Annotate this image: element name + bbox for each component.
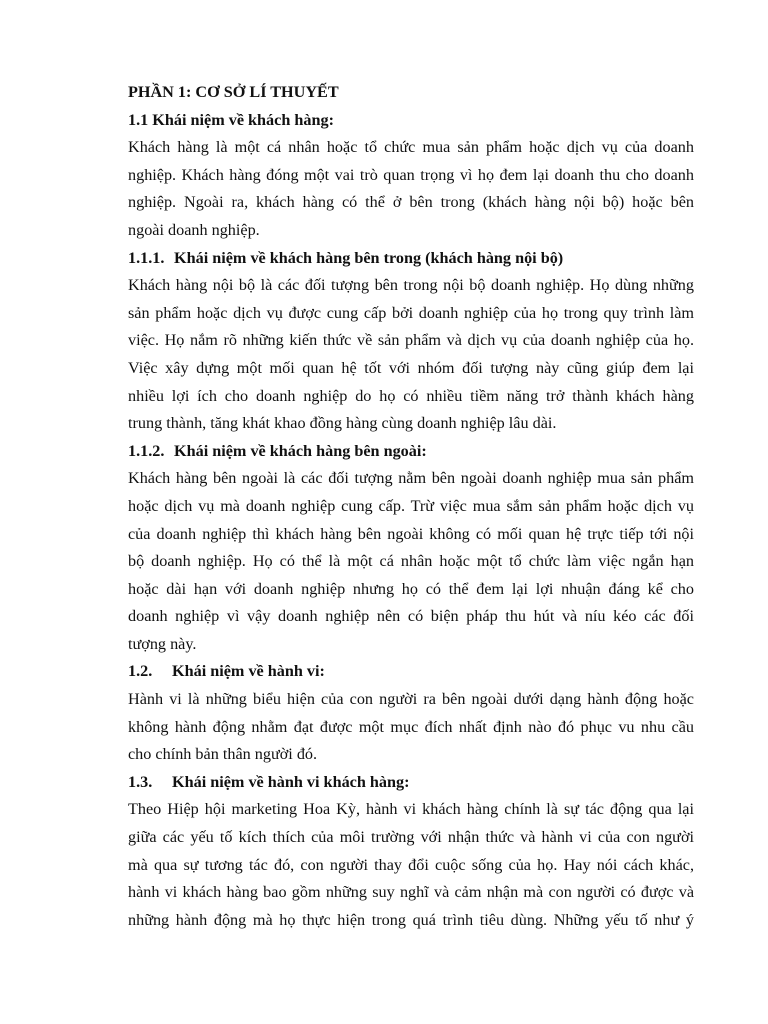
section-heading-1-1: 1.1 Khái niệm về khách hàng:	[128, 110, 334, 129]
section-number: 1.1.1.	[128, 248, 165, 267]
section-number: 1.3.	[128, 772, 153, 791]
section-title: Khái niệm về khách hàng bên ngoài:	[174, 441, 427, 460]
paragraph-line: ngoài doanh nghiệp.	[128, 220, 260, 239]
section-heading-1-1-2	[128, 438, 694, 466]
section-heading-1-3	[128, 769, 694, 797]
paragraph-line: sản phẩm hoặc dịch vụ được cung cấp bởi doanh nghiệp của họ trong quy trình làm	[128, 303, 694, 322]
paragraph-line: Khách hàng bên ngoài là các đối tượng nằm bên ngoài doanh nghiệp mua sản phẩm	[128, 469, 694, 488]
paragraph-line: tượng này.	[128, 634, 197, 653]
paragraph-line: hoặc dịch vụ mà doanh nghiệp cung cấp. Trừ việc mua sắm sản phẩm hoặc dịch vụ	[128, 496, 694, 515]
paragraph-line: nhiều lợi ích cho doanh nghiệp do họ có nhiều tiềm năng trở thành khách hàng	[128, 386, 694, 405]
paragraph-line: doanh nghiệp vì vậy doanh nghiệp nên có biện pháp thu hút và níu kéo các đối	[128, 607, 694, 626]
section-number: 1.1.2.	[128, 441, 165, 460]
paragraph-line: Khách hàng là một cá nhân hoặc tổ chức mua sản phẩm hoặc dịch vụ của doanh	[128, 138, 694, 157]
part-title: PHẦN 1: CƠ SỞ LÍ THUYẾT	[128, 83, 339, 101]
paragraph-line: việc. Họ nắm rõ những kiến thức về sản phẩm và dịch vụ của doanh nghiệp của họ.	[128, 331, 694, 350]
paragraph-line: nghiệp. Khách hàng đóng một vai trò quan trọng vì họ đem lại doanh thu cho doanh	[128, 165, 694, 184]
paragraph-line: nghiệp. Ngoài ra, khách hàng có thể ở bên trong (khách hàng nội bộ) hoặc bên	[128, 193, 694, 212]
paragraph-line: hành vi khách hàng bao gồm những suy nghĩ và cảm nhận mà con người có được và	[128, 883, 694, 902]
paragraph-line: hoặc dài hạn với doanh nghiệp nhưng họ có thể đem lại lợi nhuận đáng kể cho	[128, 579, 694, 598]
paragraph-line: của doanh nghiệp thì khách hàng bên ngoài không có mối quan hệ trực tiếp tới nội	[128, 524, 694, 543]
document-page	[128, 79, 694, 934]
paragraph-line: Việc xây dựng một mối quan hệ tốt với nhóm đối tượng này cũng giúp đem lại	[128, 358, 694, 377]
paragraph-line: Hành vi là những biểu hiện của con người ra bên ngoài dưới dạng hành động hoặc	[128, 690, 694, 709]
paragraph-line: giữa các yếu tố kích thích của môi trường với nhận thức và hành vi của con người	[128, 828, 694, 847]
paragraph-line: cho chính bản thân người đó.	[128, 745, 318, 764]
section-title: Khái niệm về hành vi:	[172, 662, 325, 681]
paragraph-line: trung thành, tăng khát khao đồng hàng cùng doanh nghiệp lâu dài.	[128, 414, 557, 433]
section-heading-1-2	[128, 658, 694, 686]
paragraph-line: những hành động mà họ thực hiện trong quá trình tiêu dùng. Những yếu tố như ý	[128, 910, 694, 929]
paragraph-line: mà qua sự tương tác đó, con người thay đổi cuộc sống của họ. Hay nói cách khác,	[128, 855, 694, 874]
paragraph-line: Khách hàng nội bộ là các đối tượng bên trong nội bộ doanh nghiệp. Họ dùng những	[128, 276, 694, 295]
section-title: Khái niệm về hành vi khách hàng:	[172, 772, 410, 791]
paragraph-line: Theo Hiệp hội marketing Hoa Kỳ, hành vi khách hàng chính là sự tác động qua lại	[128, 800, 694, 819]
section-title: Khái niệm về khách hàng bên trong (khách hàng nội bộ)	[174, 248, 564, 267]
paragraph-line: bộ doanh nghiệp. Họ có thể là một cá nhân hoặc một tổ chức làm việc ngắn hạn	[128, 552, 694, 571]
section-number: 1.2.	[128, 662, 153, 681]
paragraph-line: không hành động nhằm đạt được một mục đích nhất định nào đó phục vu nhu cầu	[128, 717, 694, 736]
section-heading-1-1-1	[128, 245, 694, 273]
